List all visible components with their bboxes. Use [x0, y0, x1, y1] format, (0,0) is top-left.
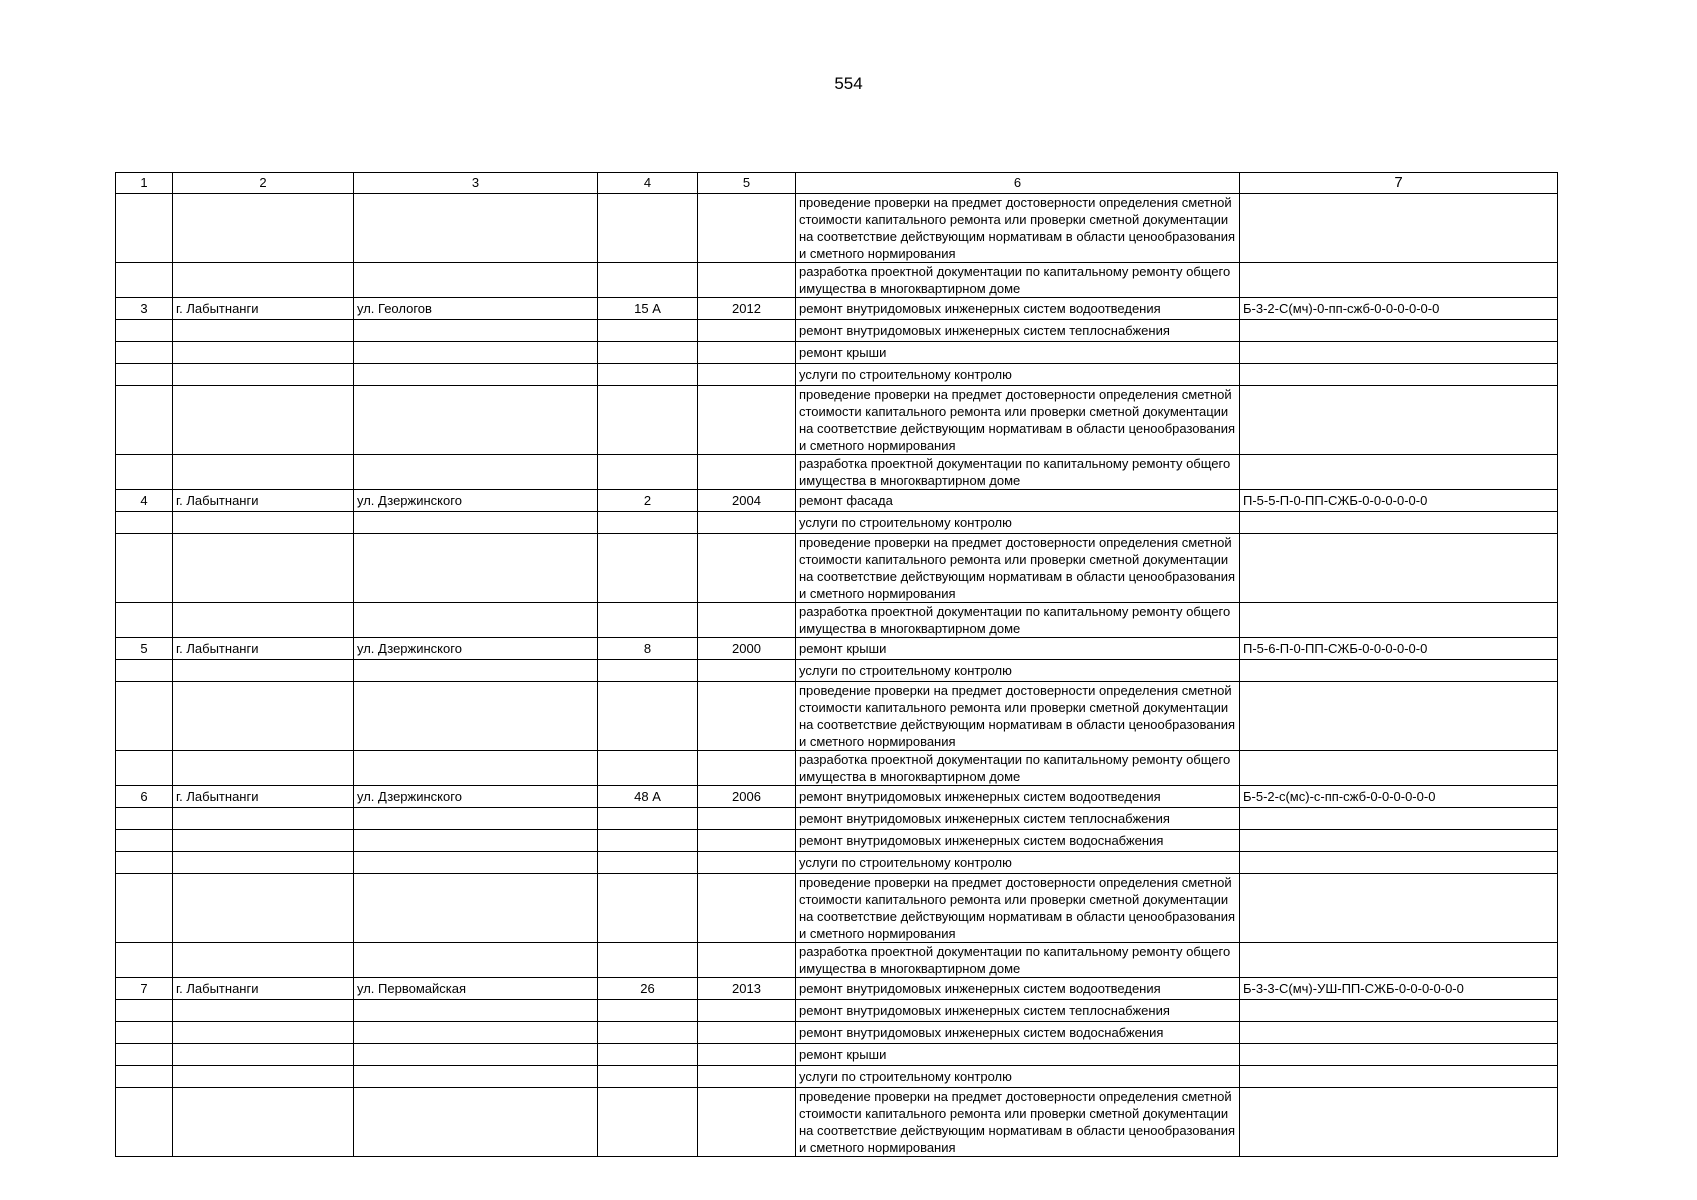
- row-number-cell: [116, 808, 173, 830]
- street-cell: [354, 943, 598, 978]
- header-cell-4: 4: [598, 173, 698, 194]
- street-cell: [354, 1044, 598, 1066]
- row-number-cell: [116, 320, 173, 342]
- street-cell: [354, 1088, 598, 1157]
- street-cell: [354, 320, 598, 342]
- header-cell-3: 3: [354, 173, 598, 194]
- house-number-cell: [598, 1000, 698, 1022]
- city-cell: [173, 342, 354, 364]
- year-cell: [698, 943, 796, 978]
- house-code-cell: [1240, 808, 1558, 830]
- header-cell-7: 7: [1240, 173, 1558, 194]
- city-cell: г. Лабытнанги: [173, 490, 354, 512]
- row-number-cell: [116, 1022, 173, 1044]
- city-cell: [173, 386, 354, 455]
- table-row: [116, 638, 1558, 660]
- page-number: 554: [834, 74, 863, 93]
- house-number-cell: 2: [598, 490, 698, 512]
- table-row: [116, 490, 1558, 512]
- work-type-cell: ремонт внутридомовых инженерных систем водоснабжения: [796, 830, 1240, 852]
- house-number-cell: [598, 194, 698, 263]
- table-row: [116, 534, 1558, 603]
- year-cell: 2013: [698, 978, 796, 1000]
- street-cell: ул. Дзержинского: [354, 490, 598, 512]
- table-row: [116, 751, 1558, 786]
- work-type-cell: ремонт внутридомовых инженерных систем водоотведения: [796, 298, 1240, 320]
- table-row: [116, 364, 1558, 386]
- year-cell: [698, 194, 796, 263]
- year-cell: [698, 751, 796, 786]
- work-type-cell: проведение проверки на предмет достоверности определения сметной стоимости капитального ремонта или проверки сметной документации на соответствие действующим нормативам в области ценообразования и сметного нормирования: [796, 386, 1240, 455]
- city-cell: [173, 943, 354, 978]
- house-code-cell: [1240, 682, 1558, 751]
- year-cell: 2006: [698, 786, 796, 808]
- work-type-cell: ремонт внутридомовых инженерных систем теплоснабжения: [796, 1000, 1240, 1022]
- street-cell: [354, 455, 598, 490]
- table-row: [116, 943, 1558, 978]
- house-code-cell: Б-5-2-с(мс)-с-пп-сжб-0-0-0-0-0-0: [1240, 786, 1558, 808]
- house-code-cell: [1240, 660, 1558, 682]
- table-row: [116, 1066, 1558, 1088]
- city-cell: [173, 1088, 354, 1157]
- year-cell: [698, 682, 796, 751]
- row-number-cell: [116, 751, 173, 786]
- street-cell: ул. Геологов: [354, 298, 598, 320]
- house-number-cell: [598, 943, 698, 978]
- work-type-cell: услуги по строительному контролю: [796, 512, 1240, 534]
- work-type-cell: проведение проверки на предмет достоверности определения сметной стоимости капитального ремонта или проверки сметной документации на соответствие действующим нормативам в области ценообразования и сметного нормирования: [796, 1088, 1240, 1157]
- city-cell: [173, 1066, 354, 1088]
- work-type-cell: разработка проектной документации по капитальному ремонту общего имущества в многоквартирном доме: [796, 943, 1240, 978]
- street-cell: [354, 194, 598, 263]
- year-cell: [698, 364, 796, 386]
- city-cell: [173, 874, 354, 943]
- work-type-cell: ремонт внутридомовых инженерных систем водоотведения: [796, 786, 1240, 808]
- row-number-cell: 5: [116, 638, 173, 660]
- city-cell: г. Лабытнанги: [173, 786, 354, 808]
- house-code-cell: Б-3-3-С(мч)-УШ-ПП-СЖБ-0-0-0-0-0-0: [1240, 978, 1558, 1000]
- work-type-cell: ремонт крыши: [796, 342, 1240, 364]
- year-cell: [698, 1088, 796, 1157]
- house-code-cell: [1240, 1000, 1558, 1022]
- house-number-cell: [598, 751, 698, 786]
- house-number-cell: [598, 386, 698, 455]
- house-code-cell: [1240, 751, 1558, 786]
- city-cell: г. Лабытнанги: [173, 298, 354, 320]
- house-number-cell: [598, 364, 698, 386]
- house-number-cell: 26: [598, 978, 698, 1000]
- house-code-cell: П-5-6-П-0-ПП-СЖБ-0-0-0-0-0-0: [1240, 638, 1558, 660]
- work-type-cell: ремонт внутридомовых инженерных систем водоотведения: [796, 978, 1240, 1000]
- year-cell: 2000: [698, 638, 796, 660]
- table-row: [116, 682, 1558, 751]
- house-number-cell: [598, 603, 698, 638]
- house-code-cell: [1240, 320, 1558, 342]
- year-cell: [698, 1000, 796, 1022]
- street-cell: [354, 808, 598, 830]
- city-cell: [173, 603, 354, 638]
- house-code-cell: [1240, 1022, 1558, 1044]
- house-code-cell: [1240, 830, 1558, 852]
- table-row: [116, 194, 1558, 263]
- row-number-cell: [116, 512, 173, 534]
- work-type-cell: услуги по строительному контролю: [796, 1066, 1240, 1088]
- table-row: [116, 603, 1558, 638]
- year-cell: [698, 874, 796, 943]
- header-cell-2: 2: [173, 173, 354, 194]
- row-number-cell: [116, 682, 173, 751]
- street-cell: [354, 660, 598, 682]
- city-cell: г. Лабытнанги: [173, 978, 354, 1000]
- table-row: [116, 978, 1558, 1000]
- city-cell: [173, 660, 354, 682]
- header-cell-5: 5: [698, 173, 796, 194]
- table-row: [116, 1044, 1558, 1066]
- house-number-cell: [598, 874, 698, 943]
- house-code-cell: [1240, 512, 1558, 534]
- table-row: [116, 830, 1558, 852]
- table-row: [116, 320, 1558, 342]
- city-cell: [173, 364, 354, 386]
- row-number-cell: 4: [116, 490, 173, 512]
- work-type-cell: услуги по строительному контролю: [796, 852, 1240, 874]
- work-type-cell: услуги по строительному контролю: [796, 364, 1240, 386]
- work-type-cell: ремонт крыши: [796, 638, 1240, 660]
- city-cell: [173, 534, 354, 603]
- work-type-cell: проведение проверки на предмет достоверности определения сметной стоимости капитального ремонта или проверки сметной документации на соответствие действующим нормативам в области ценообразования и сметного нормирования: [796, 534, 1240, 603]
- house-number-cell: [598, 1044, 698, 1066]
- city-cell: [173, 751, 354, 786]
- house-code-cell: [1240, 386, 1558, 455]
- house-number-cell: [598, 320, 698, 342]
- house-number-cell: [598, 682, 698, 751]
- house-number-cell: [598, 1022, 698, 1044]
- street-cell: [354, 874, 598, 943]
- work-type-cell: разработка проектной документации по капитальному ремонту общего имущества в многоквартирном доме: [796, 263, 1240, 298]
- house-code-cell: [1240, 194, 1558, 263]
- house-number-cell: 48 А: [598, 786, 698, 808]
- row-number-cell: [116, 1066, 173, 1088]
- street-cell: [354, 682, 598, 751]
- work-type-cell: ремонт внутридомовых инженерных систем водоснабжения: [796, 1022, 1240, 1044]
- work-type-cell: разработка проектной документации по капитальному ремонту общего имущества в многоквартирном доме: [796, 751, 1240, 786]
- house-code-cell: [1240, 1044, 1558, 1066]
- city-cell: [173, 1044, 354, 1066]
- row-number-cell: [116, 1044, 173, 1066]
- house-code-cell: [1240, 534, 1558, 603]
- work-type-cell: ремонт внутридомовых инженерных систем теплоснабжения: [796, 320, 1240, 342]
- city-cell: [173, 682, 354, 751]
- house-code-cell: [1240, 603, 1558, 638]
- house-number-cell: [598, 1066, 698, 1088]
- city-cell: [173, 808, 354, 830]
- city-cell: г. Лабытнанги: [173, 638, 354, 660]
- year-cell: [698, 1022, 796, 1044]
- work-type-cell: проведение проверки на предмет достоверности определения сметной стоимости капитального ремонта или проверки сметной документации на соответствие действующим нормативам в области ценообразования и сметного нормирования: [796, 194, 1240, 263]
- work-type-cell: разработка проектной документации по капитальному ремонту общего имущества в многоквартирном доме: [796, 455, 1240, 490]
- row-number-cell: [116, 534, 173, 603]
- city-cell: [173, 512, 354, 534]
- repair-table: [115, 172, 1558, 1157]
- house-number-cell: 8: [598, 638, 698, 660]
- house-code-cell: [1240, 943, 1558, 978]
- header-cell-1: 1: [116, 173, 173, 194]
- table-row: [116, 342, 1558, 364]
- year-cell: 2012: [698, 298, 796, 320]
- table-row: [116, 852, 1558, 874]
- house-code-cell: [1240, 364, 1558, 386]
- house-number-cell: [598, 808, 698, 830]
- row-number-cell: [116, 874, 173, 943]
- house-code-cell: Б-3-2-С(мч)-0-пп-сжб-0-0-0-0-0-0: [1240, 298, 1558, 320]
- table-row: [116, 455, 1558, 490]
- table-row: [116, 1088, 1558, 1157]
- row-number-cell: [116, 852, 173, 874]
- row-number-cell: [116, 603, 173, 638]
- city-cell: [173, 194, 354, 263]
- row-number-cell: [116, 943, 173, 978]
- house-code-cell: [1240, 455, 1558, 490]
- table-row: [116, 1022, 1558, 1044]
- work-type-cell: ремонт фасада: [796, 490, 1240, 512]
- city-cell: [173, 830, 354, 852]
- work-type-cell: проведение проверки на предмет достоверности определения сметной стоимости капитального ремонта или проверки сметной документации на соответствие действующим нормативам в области ценообразования и сметного нормирования: [796, 682, 1240, 751]
- street-cell: [354, 830, 598, 852]
- house-number-cell: [598, 534, 698, 603]
- street-cell: [354, 386, 598, 455]
- table-row: [116, 660, 1558, 682]
- house-code-cell: [1240, 874, 1558, 943]
- house-number-cell: [598, 852, 698, 874]
- table-row: [116, 808, 1558, 830]
- street-cell: [354, 1000, 598, 1022]
- row-number-cell: [116, 386, 173, 455]
- house-code-cell: [1240, 852, 1558, 874]
- year-cell: [698, 852, 796, 874]
- year-cell: [698, 808, 796, 830]
- row-number-cell: [116, 342, 173, 364]
- table-row: [116, 786, 1558, 808]
- street-cell: [354, 1022, 598, 1044]
- year-cell: [698, 1066, 796, 1088]
- house-number-cell: [598, 455, 698, 490]
- city-cell: [173, 263, 354, 298]
- house-number-cell: [598, 512, 698, 534]
- work-type-cell: проведение проверки на предмет достоверности определения сметной стоимости капитального ремонта или проверки сметной документации на соответствие действующим нормативам в области ценообразования и сметного нормирования: [796, 874, 1240, 943]
- year-cell: [698, 660, 796, 682]
- table-row: [116, 263, 1558, 298]
- header-cell-6: 6: [796, 173, 1240, 194]
- work-type-cell: разработка проектной документации по капитальному ремонту общего имущества в многоквартирном доме: [796, 603, 1240, 638]
- street-cell: ул. Дзержинского: [354, 786, 598, 808]
- year-cell: [698, 455, 796, 490]
- row-number-cell: [116, 455, 173, 490]
- row-number-cell: [116, 1000, 173, 1022]
- table-row: [116, 298, 1558, 320]
- row-number-cell: [116, 364, 173, 386]
- row-number-cell: 3: [116, 298, 173, 320]
- row-number-cell: [116, 194, 173, 263]
- street-cell: [354, 534, 598, 603]
- street-cell: [354, 342, 598, 364]
- house-number-cell: 15 А: [598, 298, 698, 320]
- row-number-cell: [116, 660, 173, 682]
- row-number-cell: [116, 1088, 173, 1157]
- street-cell: [354, 852, 598, 874]
- house-code-cell: [1240, 263, 1558, 298]
- street-cell: [354, 1066, 598, 1088]
- house-number-cell: [598, 660, 698, 682]
- house-number-cell: [598, 1088, 698, 1157]
- year-cell: 2004: [698, 490, 796, 512]
- city-cell: [173, 1022, 354, 1044]
- year-cell: [698, 386, 796, 455]
- street-cell: ул. Первомайская: [354, 978, 598, 1000]
- table-row: [116, 1000, 1558, 1022]
- street-cell: [354, 512, 598, 534]
- year-cell: [698, 512, 796, 534]
- row-number-cell: [116, 263, 173, 298]
- row-number-cell: 6: [116, 786, 173, 808]
- city-cell: [173, 852, 354, 874]
- house-number-cell: [598, 830, 698, 852]
- house-code-cell: [1240, 342, 1558, 364]
- work-type-cell: услуги по строительному контролю: [796, 660, 1240, 682]
- city-cell: [173, 455, 354, 490]
- year-cell: [698, 1044, 796, 1066]
- street-cell: [354, 364, 598, 386]
- house-number-cell: [598, 342, 698, 364]
- house-code-cell: [1240, 1088, 1558, 1157]
- street-cell: ул. Дзержинского: [354, 638, 598, 660]
- street-cell: [354, 263, 598, 298]
- year-cell: [698, 320, 796, 342]
- year-cell: [698, 830, 796, 852]
- year-cell: [698, 263, 796, 298]
- work-type-cell: ремонт крыши: [796, 1044, 1240, 1066]
- house-code-cell: П-5-5-П-0-ПП-СЖБ-0-0-0-0-0-0: [1240, 490, 1558, 512]
- year-cell: [698, 534, 796, 603]
- house-number-cell: [598, 263, 698, 298]
- city-cell: [173, 320, 354, 342]
- row-number-cell: 7: [116, 978, 173, 1000]
- table-body: [116, 173, 1558, 1157]
- table-row: [116, 386, 1558, 455]
- work-type-cell: ремонт внутридомовых инженерных систем теплоснабжения: [796, 808, 1240, 830]
- row-number-cell: [116, 830, 173, 852]
- year-cell: [698, 603, 796, 638]
- table-header-row: [116, 173, 1558, 194]
- table-row: [116, 874, 1558, 943]
- street-cell: [354, 603, 598, 638]
- year-cell: [698, 342, 796, 364]
- city-cell: [173, 1000, 354, 1022]
- house-code-cell: [1240, 1066, 1558, 1088]
- street-cell: [354, 751, 598, 786]
- table-row: [116, 512, 1558, 534]
